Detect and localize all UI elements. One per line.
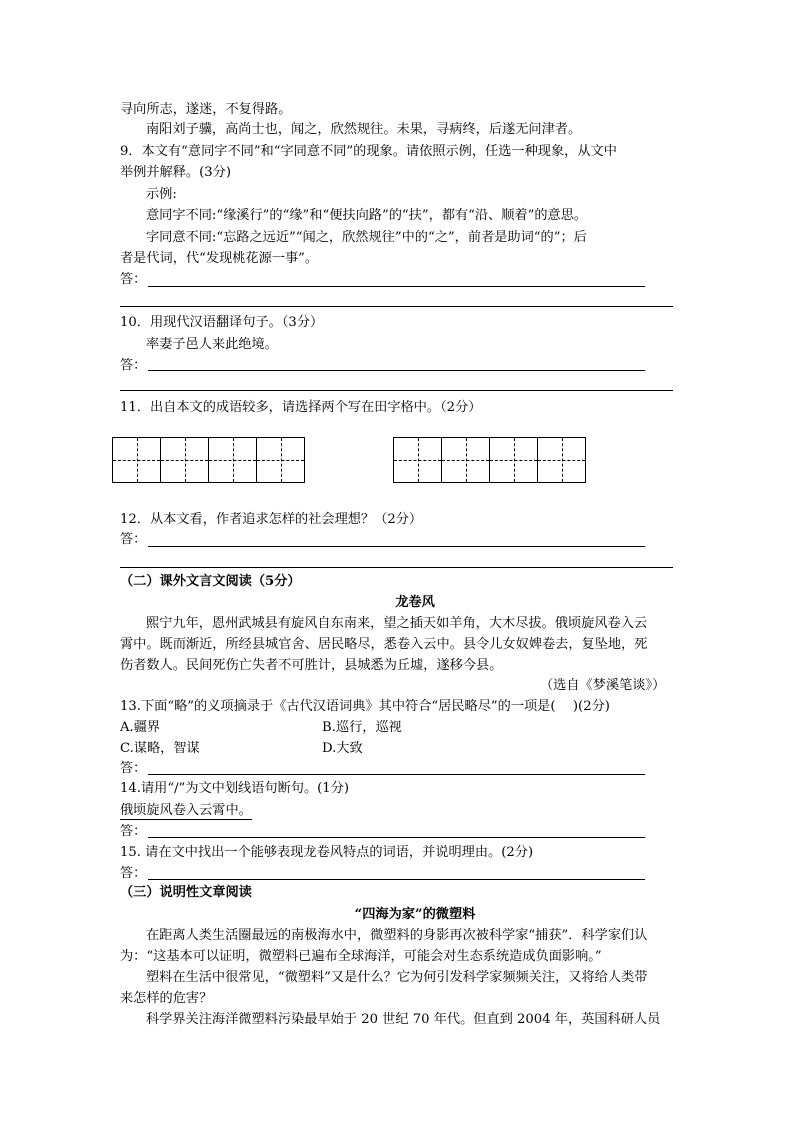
question-11: 11．出自本文的成语较多，请选择两个写在田字格中。（2分） [120, 400, 482, 415]
tianzi-grid-1[interactable] [112, 437, 305, 483]
passage-line: 熙宁九年，恩州武城县有旋风自东南来，望之插天如羊角，大木尽拔。俄顷旋风卷入云 [146, 616, 648, 631]
grid-cell[interactable] [538, 438, 585, 482]
grid-cell[interactable] [490, 438, 538, 482]
grid-cell[interactable] [113, 438, 161, 482]
answer-label: 答： [120, 761, 147, 776]
passage-title: “四海为家”的微塑料 [354, 907, 476, 922]
passage-line: 塑料在生活中很常见，“微塑料”又是什么？它为何引发科学家频频关注，又将给人类带 [146, 970, 648, 985]
underlined-sentence [120, 802, 252, 820]
option-b[interactable]: B.巡行，巡视 [322, 720, 402, 735]
answer-line[interactable] [148, 879, 645, 880]
sentence-to-punctuate: 俄顷旋风卷入云霄中。 [120, 803, 252, 818]
question-15: 15. 请在文中找出一个能够表现龙卷风特点的词语，并说明理由。(2分) [120, 845, 534, 860]
answer-line[interactable] [148, 286, 645, 287]
passage-line: 为：“这基本可以证明，微塑料已遍布全球海洋，可能会对生态系统造成负面影响。” [120, 949, 602, 964]
option-a[interactable]: A.疆界 [120, 720, 161, 735]
answer-line[interactable] [148, 837, 645, 838]
passage-title: 龙卷风 [395, 595, 435, 610]
example-label: 示例: [146, 187, 177, 202]
example-line: 意同字不同:“缘溪行”的“缘”和“便扶向路”的“扶”，都有“沿、顺着”的意思。 [146, 208, 588, 223]
answer-label: 答： [120, 532, 147, 547]
tianzi-grid-2[interactable] [393, 437, 586, 483]
example-line: 字同意不同:“忘路之远近”“闻之，欣然规往”中的“之”，前者是助词“的”；后 [146, 230, 587, 245]
passage-line: 来怎样的危害？ [120, 991, 213, 1006]
passage-line: 在距离人类生活圈最远的南极海水中，微塑料的身影再次被科学家“捕获”．科学家们认 [146, 928, 648, 943]
passage-line: 霄中。既而渐近，所经县城官舍、居民略尽，悉卷入云中。县令儿女奴婢卷去，复坠地，死 [120, 637, 648, 652]
answer-line[interactable] [148, 546, 645, 547]
answer-line[interactable] [120, 390, 673, 391]
question-12: 12．从本文看，作者追求怎样的社会理想？（2分） [120, 512, 423, 527]
answer-label: 答： [120, 824, 147, 839]
section-heading: （二）课外文言文阅读（5分） [120, 574, 301, 589]
grid-cell[interactable] [442, 438, 490, 482]
translate-sentence: 率妻子邑人来此绝境。 [146, 337, 278, 352]
question-9-cont: 举例并解释。(3分) [120, 165, 231, 180]
grid-cell[interactable] [161, 438, 209, 482]
grid-cell[interactable] [394, 438, 442, 482]
example-line: 者是代词，代“发现桃花源一事”。 [120, 251, 319, 266]
question-14: 14.请用“/”为文中划线语句断句。(1分) [120, 781, 350, 796]
answer-line[interactable] [148, 370, 645, 371]
answer-label: 答： [120, 358, 147, 373]
answer-line[interactable] [120, 567, 673, 568]
passage-line: 伤者数人。民间死伤亡失者不可胜计，县城悉为丘墟，遂移今县。 [120, 658, 503, 673]
option-c[interactable]: C.谋略，智谋 [120, 741, 200, 756]
passage-line: 科学界关注海洋微塑料污染最早始于 20 世纪 70 年代。但直到 2004 年，英国科研人员 [146, 1012, 661, 1027]
section-heading: （三）说明性文章阅读 [120, 885, 252, 900]
answer-label: 答： [120, 272, 147, 287]
question-9: 9．本文有“意同字不同”和“字同意不同”的现象。请依照示例，任选一种现象，从文中 [120, 144, 617, 159]
grid-cell[interactable] [209, 438, 257, 482]
answer-label: 答： [120, 866, 147, 881]
option-d[interactable]: D.大致 [322, 741, 363, 756]
answer-line[interactable] [148, 774, 645, 775]
text-line: 南阳刘子骥，高尚士也，闻之，欣然规往。未果，寻病终，后遂无问津者。 [146, 122, 582, 137]
answer-line[interactable] [120, 306, 673, 307]
question-10: 10．用现代汉语翻译句子。（3分） [120, 315, 324, 330]
text-line: 寻向所志，遂迷，不复得路。 [120, 102, 292, 117]
passage-source: （选自《梦溪笔谈》） [540, 678, 666, 693]
question-13: 13.下面“略”的义项摘录于《古代汉语词典》其中符合“居民略尽”的一项是( )(2分) [120, 699, 610, 714]
grid-cell[interactable] [257, 438, 304, 482]
